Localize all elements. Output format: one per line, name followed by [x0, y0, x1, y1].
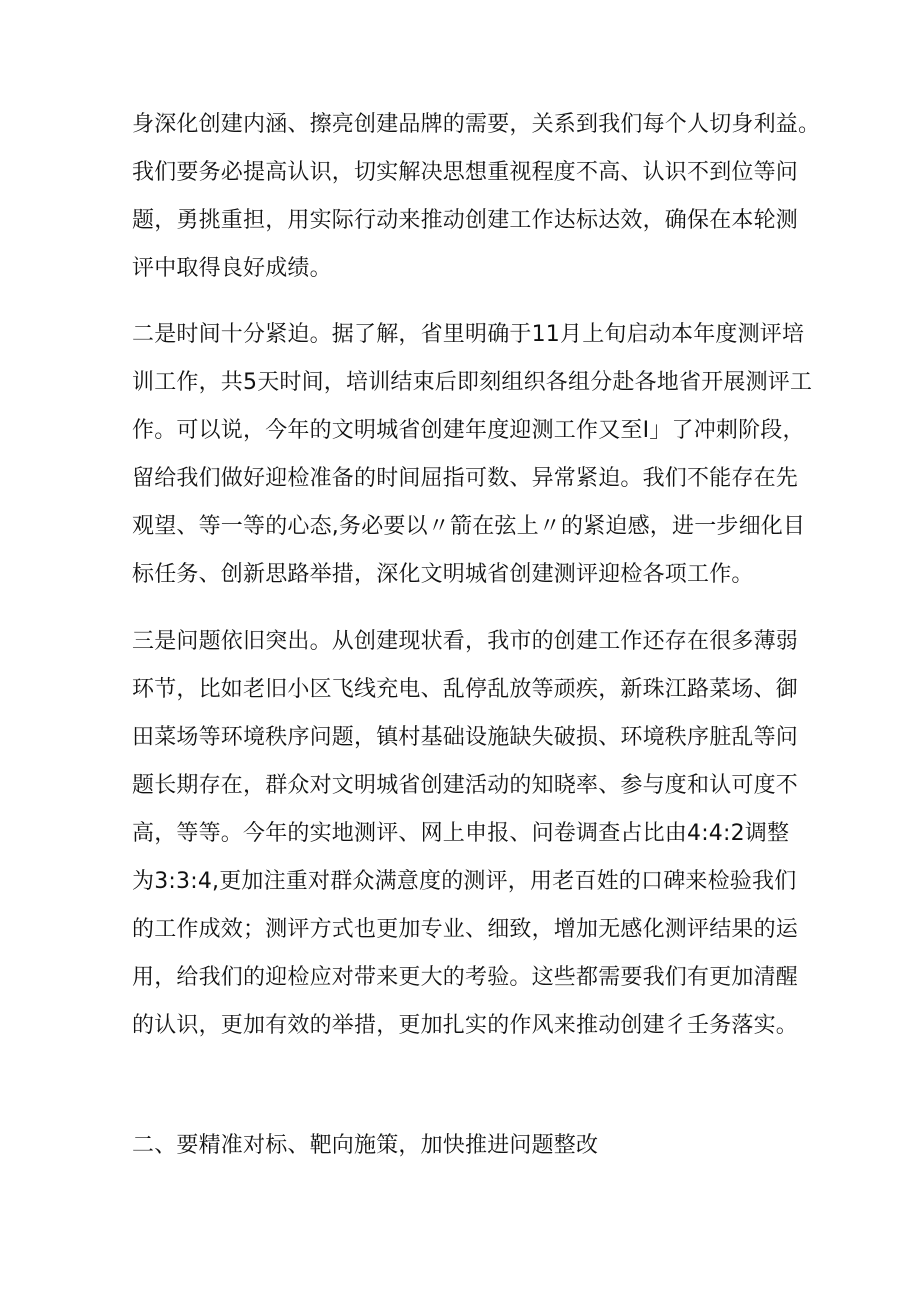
text-line: 三是问题依旧突出。从创建现状看，我市的创建工作还存在很多薄弱: [132, 629, 799, 654]
text-line: 题，勇挑重担，用实际行动来推动创建工作达标达效，确保在本轮测: [132, 208, 799, 233]
text-line: 评中取得良好成绩。: [132, 256, 332, 281]
text-line: 留给我们做好迎检准备的时间屈指可数、异常紧迫。我们不能存在先: [132, 466, 799, 491]
text-line: 的认识，更加有效的举措，更加扎实的作风来推动创建彳壬务落实。: [132, 1013, 799, 1038]
text-line: 我们要务必提高认识，切实解决思想重视程度不高、认识不到位等问: [132, 160, 799, 185]
text-line: 作。可以说，今年的文明城省创建年度迎测工作又至I」了冲刺阶段，: [132, 418, 805, 443]
text-line: 训工作，共5天时间，培训结束后即刻组织各组分赴各地省开展测评工: [132, 370, 813, 395]
paragraph-problems-prominent: [132, 618, 799, 1050]
text-line: 高，等等。今年的实地测评、网上申报、问卷调查占比由4:4:2调整: [132, 821, 790, 846]
text-line: 的工作成效；测评方式也更加专业、细致，增加无感化测评结果的运: [132, 917, 799, 942]
text-line: 用，给我们的迎检应对带来更大的考验。这些都需要我们有更加清醒: [132, 965, 799, 990]
heading-line: 二、要精准对标、靶向施策，加快推进问题整改: [132, 1133, 599, 1158]
text-line: 题长期存在，群众对文明城省创建活动的知晓率、参与度和认可度不: [132, 773, 799, 798]
text-line: 身深化创建内涵、擦亮创建品牌的需要，关系到我们每个人切身利益。: [132, 112, 821, 137]
paragraph-time-urgent: [132, 311, 813, 599]
paragraph-importance-continued: [132, 101, 821, 293]
text-line: 二是时间十分紧迫。据了解，省里明确于11月上旬启动本年度测评培: [132, 322, 805, 347]
text-line: 观望、等一等的心态,务必要以〃箭在弦上〃的紧迫感，进一步细化目: [132, 514, 806, 539]
section-heading: [132, 1122, 792, 1170]
text-line: 为3:3:4,更加注重对群众满意度的测评，用老百姓的口碑来检验我们: [132, 869, 797, 894]
text-line: 田菜场等环境秩序问题，镇村基础设施缺失破损、环境秩序脏乱等问: [132, 725, 799, 750]
text-line: 标任务、创新思路举措，深化文明城省创建测评迎检各项工作。: [132, 562, 754, 587]
text-line: 环节，比如老旧小区飞线充电、乱停乱放等顽疾，新珠江路菜场、御: [132, 677, 799, 702]
